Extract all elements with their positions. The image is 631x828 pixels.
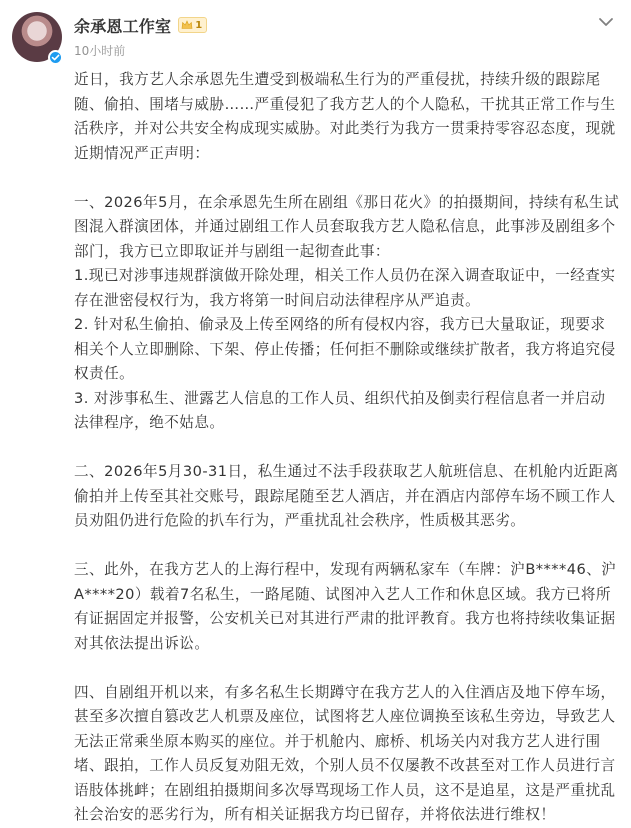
crown-level-icon <box>181 20 193 30</box>
paragraph-spacer <box>74 166 620 191</box>
author-name[interactable]: 余承恩工作室 <box>74 16 172 36</box>
post-paragraph-1: 一、2026年5月，在余承恩先生所在剧组《那日花火》的拍摄期间，持续有私生试图混入群演团体，并通过剧组工作人员套取我方艺人隐私信息，此事涉及剧组多个部门，我方已立即取证并与剧组一起彻查此事： 1.现已对涉事违规群演做开除处理，相关工作人员仍在深入调查取证中，一经查实存在泄密侵权行为，我方将第一时间启动法律程序从严追责。 2. 针对私生偷拍、偷录及上传至网络的所有侵权内容，我方已大量取证，现要求相关个人立即删除、下架、停止传播；任何拒不删除或继续扩散者，我方将追究侵权责任。 3. 对涉事私生、泄露艺人信息的工作人员、组织代拍及倒卖行程信息者一并启动法律程序，绝不姑息。 <box>74 193 620 431</box>
paragraph-spacer <box>74 436 620 461</box>
user-level-badge[interactable] <box>178 17 207 33</box>
more-options-button[interactable] <box>596 14 616 30</box>
post-body <box>74 68 620 828</box>
paragraph-spacer <box>74 534 620 559</box>
verified-check-icon <box>48 50 63 65</box>
post-timestamp[interactable]: 10小时前 <box>74 44 126 58</box>
post-paragraph-2: 二、2026年5月30-31日，私生通过不法手段获取艺人航班信息、在机舱内近距离偷拍并上传至其社交账号，跟踪尾随至艺人酒店，并在酒店内部停车场不顾工作人员劝阻仍进行危险的扒车行为，严重扰乱社会秩序，性质极其恶劣。 <box>74 463 619 529</box>
post-paragraph-intro: 近日，我方艺人余承恩先生遭受到极端私生行为的严重侵扰，持续升级的跟踪尾随、偷拍、围堵与威胁……严重侵犯了我方艺人的个人隐私，干扰其正常工作与生活秩序，并对公共安全构成现实威胁。对此类行为我方一贯秉持零容忍态度，现就近期情况严正声明： <box>74 71 616 162</box>
user-level-number: 1 <box>195 19 203 31</box>
post-paragraph-3: 三、此外，在我方艺人的上海行程中，发现有两辆私家车（车牌：沪B****46、沪A****20）载着7名私生，一路尾随、试图冲入艺人工作和休息区域。我方已将所有证据固定并报警，公安机关已对其进行严肃的批评教育。我方也将持续收集证据对其依法提出诉讼。 <box>74 561 617 652</box>
author-row <box>74 14 207 36</box>
chevron-down-icon <box>596 14 616 30</box>
paragraph-spacer <box>74 656 620 681</box>
post-paragraph-4: 四、自剧组开机以来，有多名私生长期蹲守在我方艺人的入住酒店及地下停车场，甚至多次擅自篡改艺人机票及座位，试图将艺人座位调换至该私生旁边，导致艺人无法正常乘坐原本购买的座位。并于机舱内、廊桥、机场关内对我方艺人进行围堵、跟拍，工作人员反复劝阻无效，个别人员不仅屡教不改甚至对工作人员进行言语肢体挑衅；在剧组拍摄期间多次辱骂现场工作人员，这不是追星，这是严重扰乱社会治安的恶劣行为，所有相关证据我方均已留存，并将依法进行维权！ <box>74 683 616 823</box>
